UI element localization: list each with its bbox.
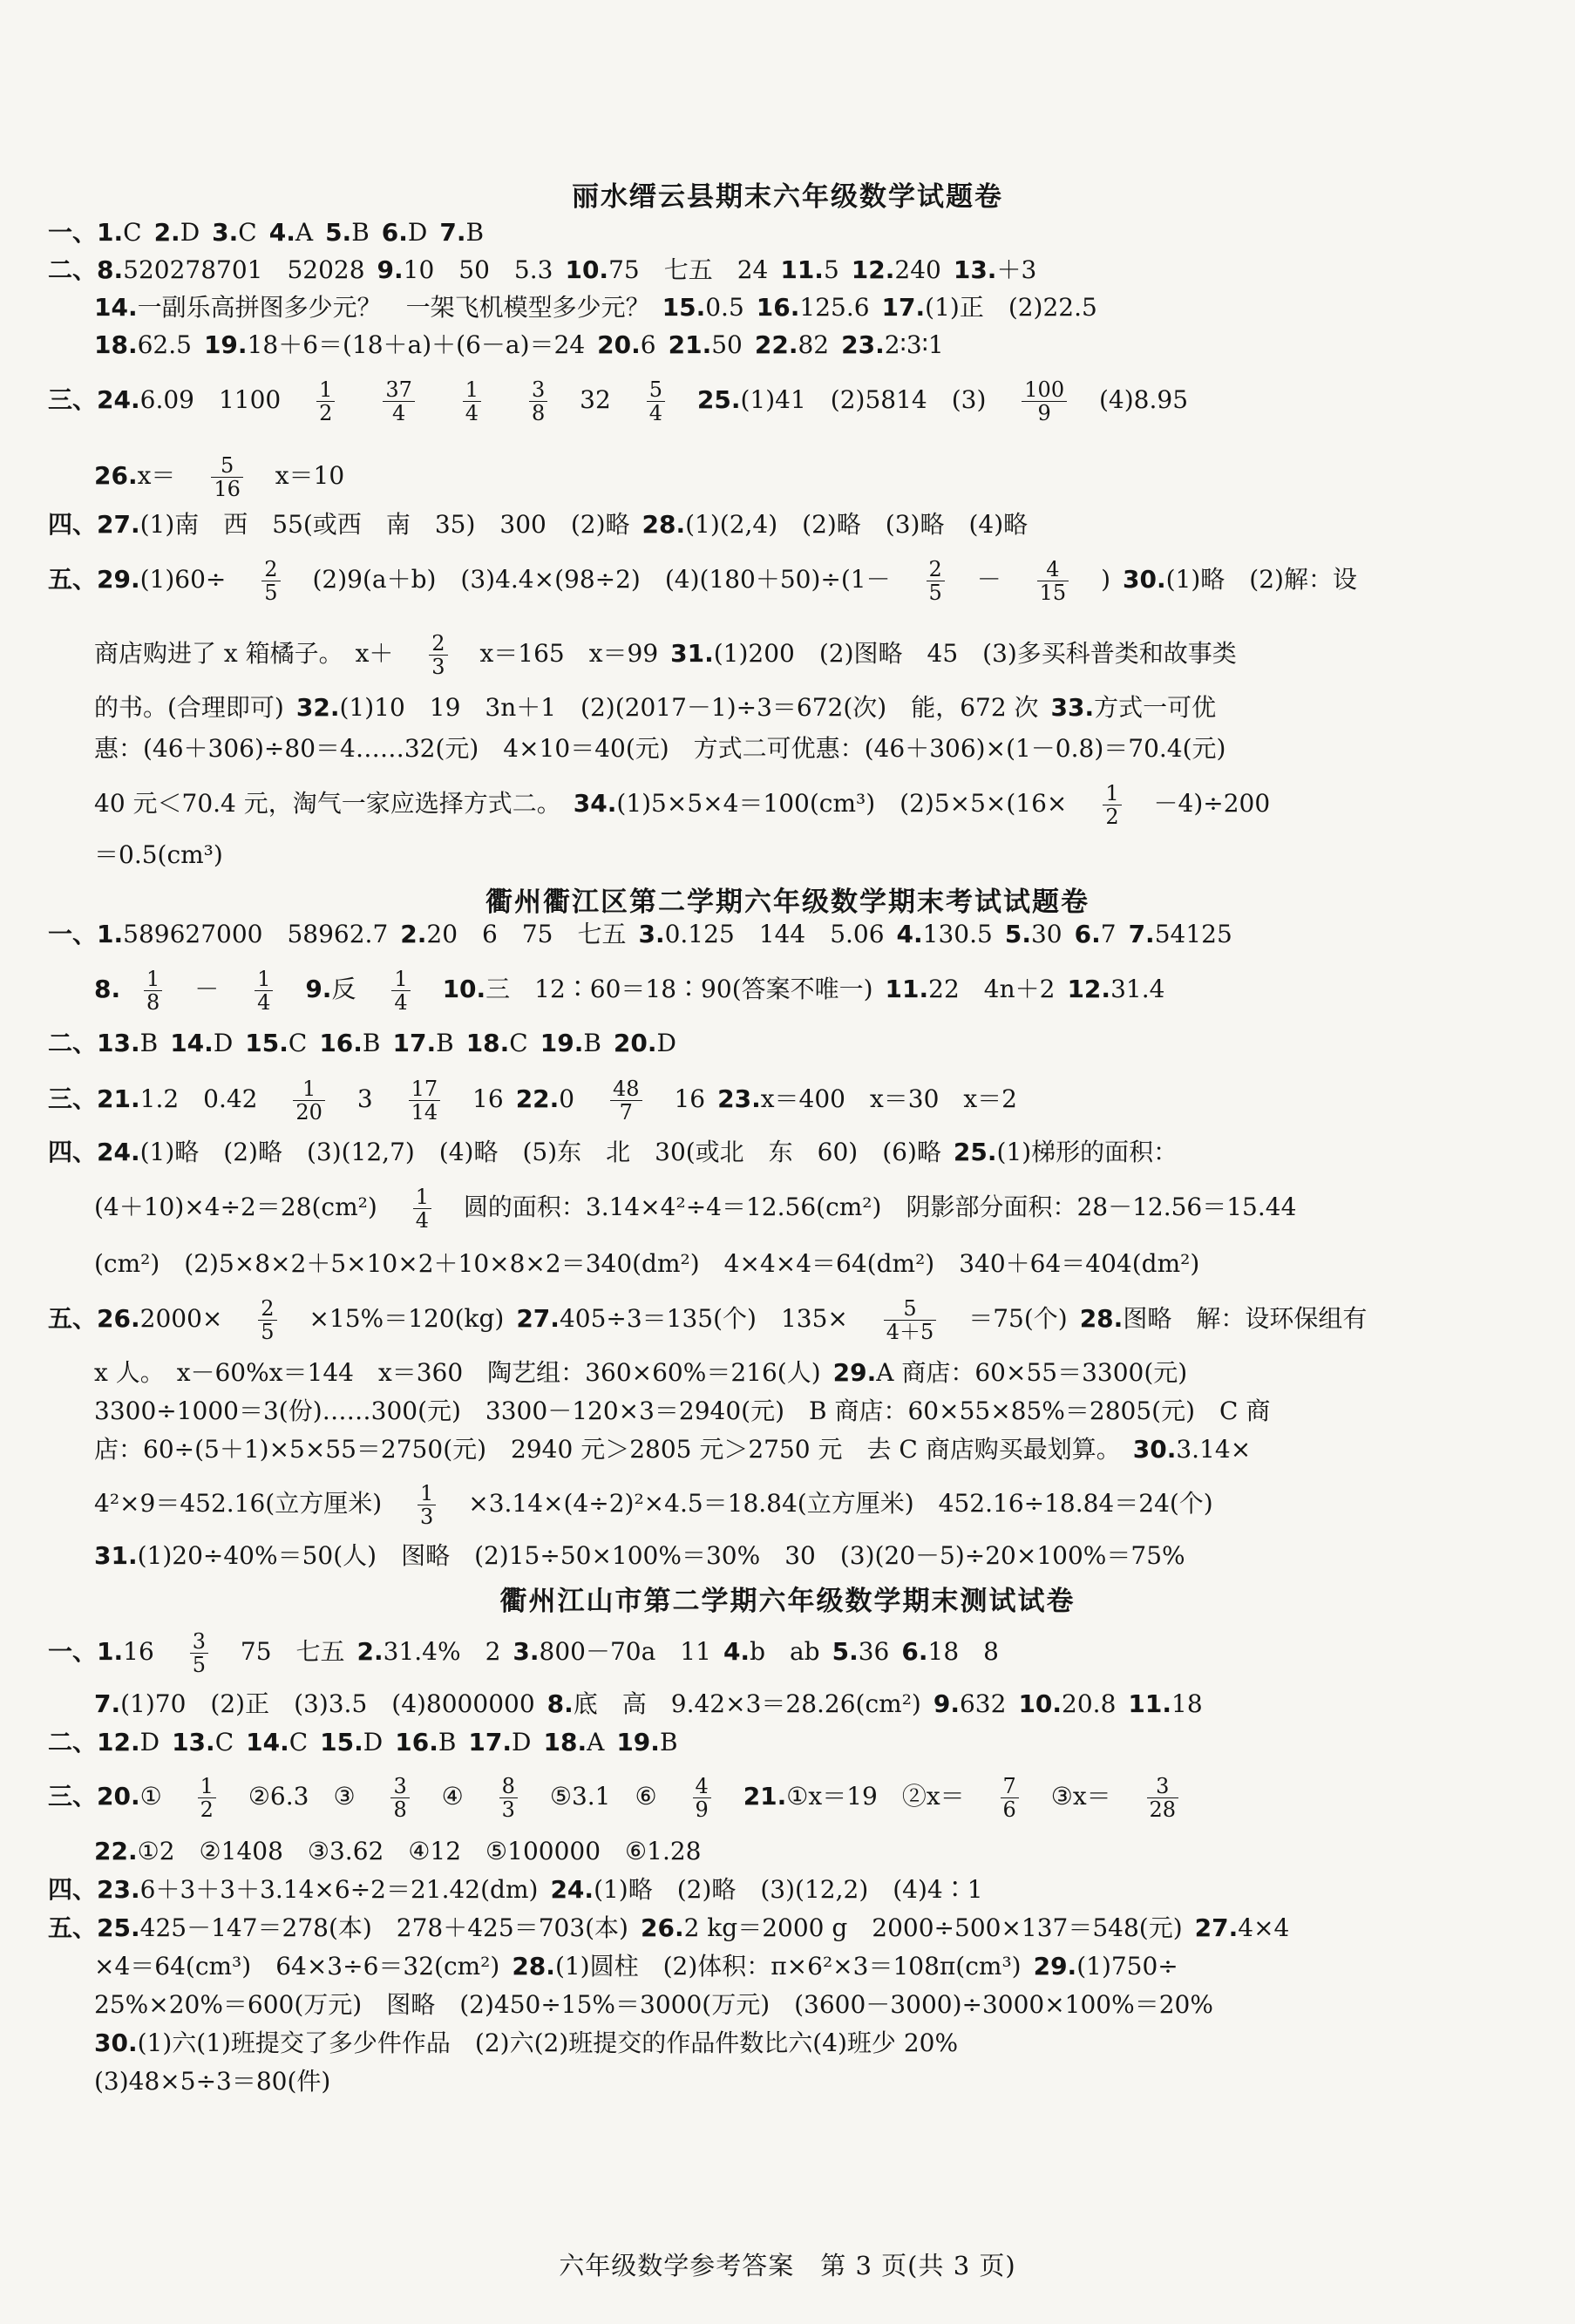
fraction: $\frac{5}{4+5}$ [884, 1297, 949, 1343]
section-title: 丽水缙云县期末六年级数学试题卷 [572, 181, 1003, 213]
answer-line: 26.x＝ $\frac{5}{16}$ x＝10 [94, 453, 345, 501]
section-title: 衢州衢江区第二学期六年级数学期末考试试题卷 [485, 887, 1090, 918]
fraction: $\frac{5}{4}$ [647, 378, 677, 425]
fraction: $\frac{17}{14}$ [409, 1077, 453, 1124]
answer-line: 五、25.425－147＝278(本) 278＋425＝703(本) 26.2 kg＝2000 g 2000÷500×137＝548(元) 27.4×4 [48, 1913, 1290, 1942]
fraction: $\frac{1}{4}$ [413, 1186, 444, 1232]
answer-line: 四、27.(1)南 西 55(或西 南 35) 300 (2)略 28.(1)(2,4) (2)略 (3)略 (4)略 [48, 510, 1029, 539]
answer-line: 五、26.2000× $\frac{2}{5}$ ×15%＝120(kg) 27.405÷3＝135(个) 135× $\frac{5}{4+5}$ ＝75(个) 28.图略 解：设环保组有 [48, 1296, 1368, 1344]
answer-line: 二、12.D 13.C 14.C 15.D 16.B 17.D 18.A 19.B [48, 1728, 678, 1757]
answer-line: 三、21.1.2 0.42 $\frac{1}{20}$ 3 $\frac{17}{14}$ 16 22.0 $\frac{48}{7}$ 16 23.x＝400 x＝30 x＝2 [48, 1077, 1017, 1125]
answer-line: 30.(1)六(1)班提交了多少件作品 (2)六(2)班提交的作品件数比六(4)班少 20% [94, 2028, 959, 2057]
fraction: $\frac{5}{16}$ [211, 454, 255, 500]
answer-line: 惠：(46＋306)÷80＝4……32(元) 4×10＝40(元) 方式二可优惠：(46＋306)×(1－0.8)＝70.4(元) [94, 734, 1226, 763]
fraction: $\frac{2}{5}$ [258, 1297, 289, 1343]
page-footer: 六年级数学参考答案 第 3 页(共 3 页) [559, 2251, 1016, 2280]
answer-line: 14.一副乐高拼图多少元？ 一架飞机模型多少元？ 15.0.5 16.125.6 17.(1)正 (2)22.5 [94, 293, 1097, 322]
answer-line: 四、23.6＋3＋3＋3.14×6÷2＝21.42(dm) 24.(1)略 (2)略 (3)(12,2) (4)4∶1 [48, 1875, 983, 1904]
answer-line: 3300÷1000＝3(份)……300(元) 3300－120×3＝2940(元) B 商店：60×55×85%＝2805(元) C 商 [94, 1396, 1271, 1425]
fraction: $\frac{3}{8}$ [390, 1775, 421, 1821]
fraction: $\frac{48}{7}$ [610, 1077, 655, 1124]
answer-line: 店：60÷(5＋1)×5×55＝2750(元) 2940 元＞2805 元＞2750 元 去 C 商店购买最划算。 30.3.14× [94, 1435, 1252, 1464]
answer-line: 商店购进了 x 箱橘子。 x＋ $\frac{2}{3}$ x＝165 x＝99 31.(1)200 (2)图略 45 (3)多买科普类和故事类 [94, 631, 1237, 679]
fraction: $\frac{4}{15}$ [1037, 558, 1082, 604]
answer-line: 三、20.① $\frac{1}{2}$ ②6.3 ③ $\frac{3}{8}$ ④ $\frac{8}{3}$ ⑤3.1 ⑥ $\frac{4}{9}$ 21.①x＝19 ②x＝ $\frac{7}{6}$ ③x＝ $\frac{3}{28}$ [48, 1775, 1203, 1821]
fraction: $\frac{1}{2}$ [316, 378, 347, 425]
answer-line: (cm²) (2)5×8×2＋5×10×2＋10×8×2＝340(dm²) 4×4×4＝64(dm²) 340＋64＝404(dm²) [94, 1249, 1200, 1278]
answer-line: 一、1.C 2.D 3.C 4.A 5.B 6.D 7.B [48, 218, 485, 247]
fraction: $\frac{8}{3}$ [499, 1775, 530, 1821]
answer-line: 8. $\frac{1}{8}$ － $\frac{1}{4}$ 9.反 $\frac{1}{4}$ 10.三 12∶60＝18∶90(答案不唯一) 11.22 4n＋2 12.31.4 [94, 967, 1165, 1015]
answer-line: 22.①2 ②1408 ③3.62 ④12 ⑤100000 ⑥1.28 [94, 1837, 702, 1865]
fraction: $\frac{1}{4}$ [255, 968, 285, 1014]
answer-line: 31.(1)20÷40%＝50(人) 图略 (2)15÷50×100%＝30% 30 (3)(20－5)÷20×100%＝75% [94, 1541, 1185, 1570]
answer-line: ×4＝64(cm³) 64×3÷6＝32(cm²) 28.(1)圆柱 (2)体积：π×6²×3＝108π(cm³) 29.(1)750÷ [94, 1952, 1178, 1981]
fraction: $\frac{1}{3}$ [418, 1482, 448, 1528]
answer-line: 三、24.6.09 1100 $\frac{1}{2}$ $\frac{37}{4}$ $\frac{1}{4}$ $\frac{3}{8}$ 32 $\frac{5}{4}$ 25.(1)41 (2)5814 (3) $\frac{100}{9}$ (4)8.95 [48, 377, 1189, 425]
answer-line: x 人。 x－60%x＝144 x＝360 陶艺组：360×60%＝216(人) 29.A 商店：60×55＝3300(元) [94, 1358, 1188, 1387]
fraction: $\frac{1}{2}$ [198, 1775, 228, 1821]
answer-line: 7.(1)70 (2)正 (3)3.5 (4)8000000 8.底 高 9.42×3＝28.26(cm²) 9.632 10.20.8 11.18 [94, 1689, 1203, 1718]
section-title: 衢州江山市第二学期六年级数学期末测试试卷 [499, 1586, 1076, 1617]
fraction: $\frac{2}{5}$ [261, 558, 292, 604]
answer-line: (4＋10)×4÷2＝28(cm²) $\frac{1}{4}$ 圆的面积：3.14×4²÷4＝12.56(cm²) 阴影部分面积：28－12.56＝15.44 [94, 1185, 1297, 1233]
answer-line: 二、8.520278701 52028 9.10 50 5.3 10.75 七五 24 11.5 12.240 13.＋3 [48, 255, 1037, 284]
answer-line: 一、1.589627000 58962.7 2.20 6 75 七五 3.0.125 144 5.06 4.130.5 5.30 6.7 7.54125 [48, 920, 1232, 948]
answer-line: ＝0.5(cm³) [94, 840, 223, 869]
fraction: $\frac{1}{4}$ [463, 378, 493, 425]
answer-line: 一、1.16 $\frac{3}{5}$ 75 七五 2.31.4% 2 3.800－70a 11 4.b ab 5.36 6.18 8 [48, 1629, 999, 1677]
answer-line: 25%×20%＝600(万元) 图略 (2)450÷15%＝3000(万元) (3600－3000)÷3000×100%＝20% [94, 1990, 1213, 2019]
fraction: $\frac{3}{5}$ [190, 1630, 221, 1676]
fraction: $\frac{1}{2}$ [1103, 782, 1133, 828]
fraction: $\frac{7}{6}$ [1001, 1775, 1031, 1821]
fraction: $\frac{1}{8}$ [144, 968, 174, 1014]
fraction: $\frac{1}{4}$ [391, 968, 422, 1014]
fraction: $\frac{37}{4}$ [383, 378, 427, 425]
answer-line: 4²×9＝452.16(立方厘米) $\frac{1}{3}$ ×3.14×(4÷2)²×4.5＝18.84(立方厘米) 452.16÷18.84＝24(个) [94, 1481, 1213, 1529]
fraction: $\frac{100}{9}$ [1022, 378, 1079, 425]
answer-line: (3)48×5÷3＝80(件) [94, 2067, 331, 2096]
fraction: $\frac{3}{28}$ [1147, 1775, 1191, 1821]
answer-line: 的书。(合理即可) 32.(1)10 19 3n＋1 (2)(2017－1)÷3＝672(次) 能，672 次 33.方式一可优 [94, 693, 1217, 722]
fraction: $\frac{3}{8}$ [529, 378, 560, 425]
answer-line: 18.62.5 19.18＋6＝(18＋a)＋(6－a)＝24 20.6 21.50 22.82 23.2∶3∶1 [94, 330, 944, 359]
fraction: $\frac{1}{20}$ [293, 1077, 337, 1124]
answer-line: 40 元＜70.4 元，淘气一家应选择方式二。 34.(1)5×5×4＝100(cm³) (2)5×5×(16× $\frac{1}{2}$ －4)÷200 [94, 781, 1271, 829]
answer-line: 五、29.(1)60÷ $\frac{2}{5}$ (2)9(a＋b) (3)4.4×(98÷2) (4)(180＋50)÷(1－ $\frac{2}{5}$ － $\frac{4}{15}$ ) 30.(1)略 (2)解：设 [48, 557, 1357, 605]
fraction: $\frac{2}{5}$ [927, 558, 957, 604]
fraction: $\frac{2}{3}$ [429, 632, 459, 678]
answer-line: 四、24.(1)略 (2)略 (3)(12,7) (4)略 (5)东 北 30(或北 东 60) (6)略 25.(1)梯形的面积： [48, 1138, 1178, 1166]
answer-line: 二、13.B 14.D 15.C 16.B 17.B 18.C 19.B 20.D [48, 1029, 676, 1057]
fraction: $\frac{4}{9}$ [693, 1775, 723, 1821]
